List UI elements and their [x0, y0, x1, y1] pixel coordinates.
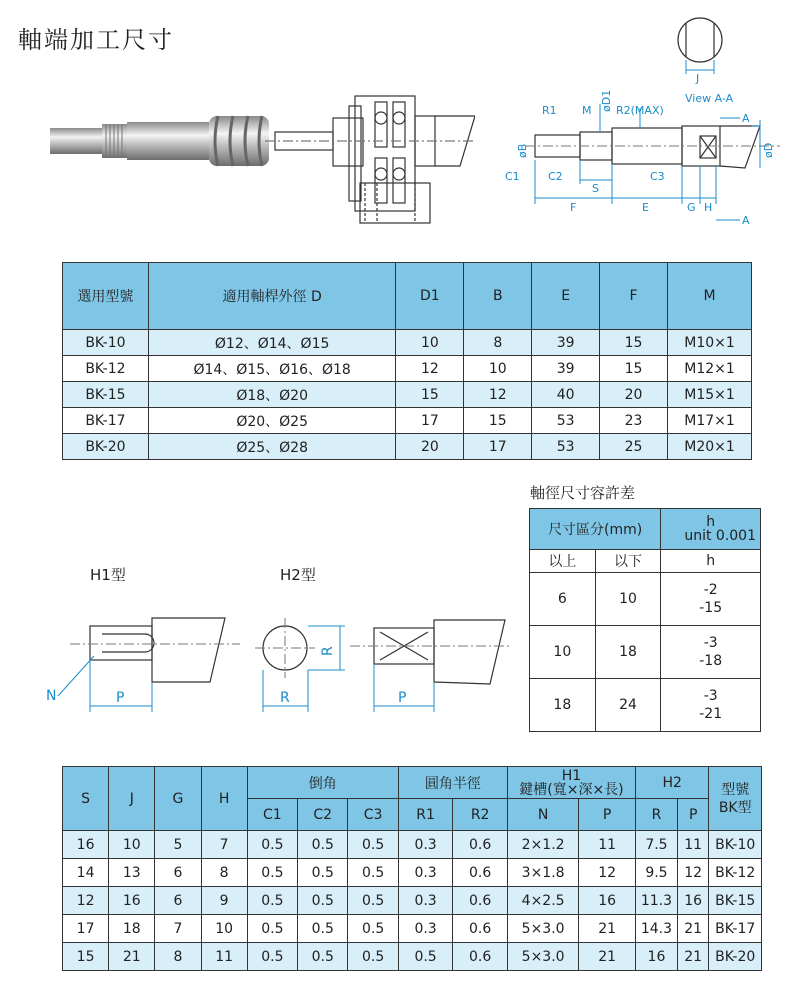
table-cell: 5 [155, 831, 201, 859]
label-a-top: A [742, 112, 750, 125]
tolerance-value: -21 [699, 706, 723, 722]
table-cell: 12 [579, 859, 636, 887]
table-cell: 12 [464, 382, 532, 408]
col-header-c3: C3 [348, 799, 398, 831]
table-cell: 17 [464, 434, 532, 460]
label-view-aa: View A-A [685, 92, 734, 105]
dim-c1: C1 [505, 170, 520, 183]
table-cell: 53 [532, 408, 600, 434]
tolerance-h-label: h [706, 514, 716, 530]
dim-h: H [704, 201, 713, 214]
tolerance-h-cell [661, 626, 761, 679]
table-cell: BK-15 [63, 382, 149, 408]
dim-r2max: R2(MAX) [616, 104, 664, 117]
col-header-h: H [201, 767, 247, 831]
table-cell: Ø18、Ø20 [148, 382, 396, 408]
table-cell: 2×1.2 [507, 831, 578, 859]
col-header-s: S [63, 767, 109, 831]
dim-s: S [592, 182, 599, 195]
table-cell: 0.5 [348, 943, 398, 971]
table-cell: 0.6 [453, 859, 508, 887]
col-header-c1: C1 [247, 799, 297, 831]
col-header-p: P [579, 799, 636, 831]
table-cell: 18 [595, 626, 661, 679]
tolerance-value: -18 [699, 653, 723, 669]
table-cell: 0.5 [298, 859, 348, 887]
table-cell: 0.5 [247, 943, 297, 971]
table-cell: 12 [677, 859, 708, 887]
table-cell: 39 [532, 356, 600, 382]
dim-c3: C3 [650, 170, 665, 183]
table-cell: 14.3 [635, 915, 677, 943]
col-header-h1 [507, 767, 635, 799]
table-cell: 53 [532, 434, 600, 460]
table-cell: 16 [635, 943, 677, 971]
table-cell: BK-15 [709, 887, 762, 915]
table-cell: 15 [464, 408, 532, 434]
table-cell: 21 [579, 915, 636, 943]
table-cell: 10 [109, 831, 155, 859]
table-cell: 10 [595, 573, 661, 626]
col-header: E [532, 263, 600, 330]
dim-r-horizontal: R [280, 690, 290, 706]
table-cell: 10 [530, 626, 596, 679]
dim-n: N [46, 688, 57, 704]
table-cell: 0.5 [398, 943, 453, 971]
table-cell: Ø12、Ø14、Ø15 [148, 330, 396, 356]
table-cell: 0.5 [298, 915, 348, 943]
col-header-h2: H2 [635, 767, 708, 799]
tolerance-table [529, 508, 761, 732]
table-cell: 21 [677, 943, 708, 971]
dim-m: M [582, 104, 592, 117]
tolerance-title: 軸徑尺寸容許差 [530, 484, 636, 502]
tolerance-h-header [661, 509, 761, 550]
dim-c2: C2 [548, 170, 563, 183]
table-cell: M12×1 [668, 356, 752, 382]
table-cell: 6 [155, 859, 201, 887]
table-row [63, 434, 752, 460]
table-cell: BK-17 [63, 408, 149, 434]
table-cell: 24 [595, 679, 661, 732]
table-cell: 17 [63, 915, 109, 943]
table-cell: 10 [464, 356, 532, 382]
bk-size-table [62, 262, 752, 460]
table-row [63, 356, 752, 382]
tolerance-h-cell [661, 679, 761, 732]
tolerance-value: -15 [699, 600, 723, 616]
table-cell: 11 [201, 943, 247, 971]
bearing-assembly-drawing [265, 88, 475, 228]
col-header-r2: R2 [453, 799, 508, 831]
table-cell: 11.3 [635, 887, 677, 915]
table-cell: 0.5 [298, 831, 348, 859]
table-cell: 6 [155, 887, 201, 915]
table-cell: 0.3 [398, 915, 453, 943]
table-cell: BK-12 [63, 356, 149, 382]
col-header-r1: R1 [398, 799, 453, 831]
table-cell: 18 [109, 915, 155, 943]
bk-type-label: BK型 [718, 799, 752, 816]
table-cell: 0.5 [298, 943, 348, 971]
table-cell: 0.5 [247, 915, 297, 943]
table-header-row [63, 263, 752, 330]
table-cell: 18 [530, 679, 596, 732]
col-header-p2: P [677, 799, 708, 831]
h2-type-label: H2型 [280, 566, 316, 584]
table-cell: BK-17 [709, 915, 762, 943]
tolerance-value: -2 [703, 582, 718, 598]
table-cell: 15 [600, 356, 668, 382]
table-cell: 8 [155, 943, 201, 971]
table-cell: 8 [464, 330, 532, 356]
h1-type-label: H1型 [90, 566, 126, 584]
table-cell: 0.5 [247, 887, 297, 915]
table-cell: 15 [396, 382, 464, 408]
table-cell: M17×1 [668, 408, 752, 434]
table-cell: BK-20 [709, 943, 762, 971]
table-cell: 5×3.0 [507, 915, 578, 943]
table-cell: 23 [600, 408, 668, 434]
dim-f: F [570, 201, 577, 214]
table-cell: 7.5 [635, 831, 677, 859]
dim-p2: P [398, 690, 407, 706]
col-header: M [668, 263, 752, 330]
tolerance-sub-above: 以上 [530, 550, 596, 573]
table-cell: BK-20 [63, 434, 149, 460]
table-cell: 20 [600, 382, 668, 408]
table-cell: 0.5 [348, 915, 398, 943]
dim-e: E [642, 201, 649, 214]
col-header: F [600, 263, 668, 330]
model-label: 型號 [721, 781, 750, 798]
table-row [63, 382, 752, 408]
label-a-bottom: A [742, 214, 750, 227]
table-cell: 12 [396, 356, 464, 382]
col-header-chamfer: 倒角 [247, 767, 398, 799]
tolerance-h-cell [661, 573, 761, 626]
tolerance-sub-below: 以下 [595, 550, 661, 573]
table-cell: 8 [201, 859, 247, 887]
table-cell: 7 [201, 831, 247, 859]
shaft-dimension-drawing [490, 8, 790, 238]
tolerance-value: -3 [703, 635, 718, 651]
table-cell: 17 [396, 408, 464, 434]
table-cell: Ø14、Ø15、Ø16、Ø18 [148, 356, 396, 382]
table-cell: 20 [396, 434, 464, 460]
tolerance-size-header: 尺寸區分(mm) [530, 509, 661, 550]
table-cell: 6 [530, 573, 596, 626]
table-cell: 0.6 [453, 943, 508, 971]
dim-d: øD [762, 142, 775, 158]
col-header: B [464, 263, 532, 330]
table-cell: 0.3 [398, 831, 453, 859]
table-cell: 4×2.5 [507, 887, 578, 915]
table-cell: 16 [109, 887, 155, 915]
table-cell: 0.6 [453, 831, 508, 859]
dim-r-vertical: R [320, 646, 336, 656]
table-cell: 0.5 [247, 831, 297, 859]
table-cell: 10 [396, 330, 464, 356]
table-cell: 25 [600, 434, 668, 460]
table-cell: 10 [201, 915, 247, 943]
dim-d1: øD1 [600, 89, 613, 112]
keyway-label: 鍵槽(寬×深×長) [519, 781, 624, 798]
table-cell: 40 [532, 382, 600, 408]
col-header: D1 [396, 263, 464, 330]
table-cell: 21 [109, 943, 155, 971]
col-header: 適用軸桿外徑 D [148, 263, 396, 330]
col-header-g: G [155, 767, 201, 831]
table-cell: 13 [109, 859, 155, 887]
table-cell: 11 [579, 831, 636, 859]
table-cell: M15×1 [668, 382, 752, 408]
keyway-chamfer-table [62, 766, 762, 971]
col-header-j: J [109, 767, 155, 831]
table-row [63, 330, 752, 356]
table-cell: 0.5 [348, 831, 398, 859]
table-cell: 0.6 [453, 915, 508, 943]
table-cell: BK-10 [709, 831, 762, 859]
table-row [63, 943, 762, 971]
table-cell: 0.5 [298, 887, 348, 915]
table-cell: 0.5 [348, 859, 398, 887]
table-row [63, 408, 752, 434]
table-row [530, 679, 761, 732]
col-header-r: R [635, 799, 677, 831]
table-row [530, 573, 761, 626]
table-cell: 15 [63, 943, 109, 971]
table-cell: 16 [677, 887, 708, 915]
table-cell: BK-12 [709, 859, 762, 887]
table-cell: 9 [201, 887, 247, 915]
table-cell: 21 [677, 915, 708, 943]
dim-r1: R1 [542, 104, 557, 117]
dim-p1: P [116, 690, 125, 706]
table-cell: Ø25、Ø28 [148, 434, 396, 460]
col-header-c2: C2 [298, 799, 348, 831]
table-cell: 11 [677, 831, 708, 859]
col-header-fillet: 圓角半徑 [398, 767, 507, 799]
h-type-drawings [40, 600, 520, 720]
table-cell: 21 [579, 943, 636, 971]
table-cell: 7 [155, 915, 201, 943]
table-cell: 0.3 [398, 859, 453, 887]
table-cell: Ø20、Ø25 [148, 408, 396, 434]
table-cell: 39 [532, 330, 600, 356]
table-cell: 0.5 [348, 887, 398, 915]
h1-label: H1 [561, 767, 582, 784]
table-cell: M10×1 [668, 330, 752, 356]
table-cell: 5×3.0 [507, 943, 578, 971]
dim-g: G [687, 201, 696, 214]
table-cell: 14 [63, 859, 109, 887]
table-row [63, 915, 762, 943]
tolerance-value: -3 [703, 688, 718, 704]
table-cell: 0.5 [247, 859, 297, 887]
shaft-photo [40, 100, 290, 180]
col-header-n: N [507, 799, 578, 831]
col-header-model [709, 767, 762, 831]
table-cell: 3×1.8 [507, 859, 578, 887]
table-row [530, 626, 761, 679]
table-cell: 0.3 [398, 887, 453, 915]
table-row [63, 831, 762, 859]
table-cell: BK-10 [63, 330, 149, 356]
page-title: 軸端加工尺寸 [18, 26, 174, 54]
table-cell: 0.6 [453, 887, 508, 915]
tolerance-sub-h: h [661, 550, 761, 573]
table-cell: M20×1 [668, 434, 752, 460]
dim-j: J [696, 72, 700, 85]
tolerance-unit-label: unit 0.001 [684, 528, 756, 544]
col-header: 選用型號 [63, 263, 149, 330]
table-cell: 12 [63, 887, 109, 915]
table-cell: 16 [579, 887, 636, 915]
table-row [63, 859, 762, 887]
table-cell: 15 [600, 330, 668, 356]
dim-b: øB [516, 143, 529, 158]
table-row [63, 887, 762, 915]
table-cell: 9.5 [635, 859, 677, 887]
table-cell: 16 [63, 831, 109, 859]
